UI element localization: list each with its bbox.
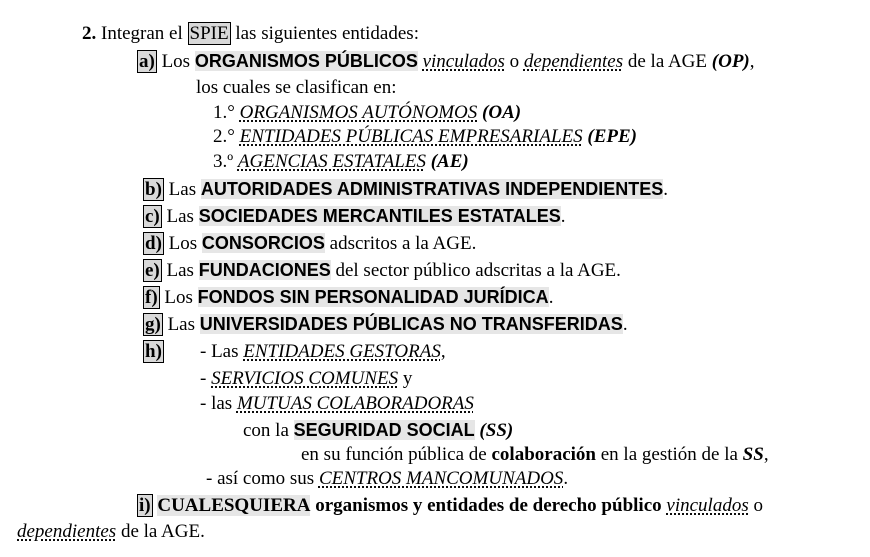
item-b-post: . [663, 179, 668, 200]
item-d-post: adscritos a la AGE. [329, 233, 477, 254]
item-e-post: del sector público adscritas a la AGE. [335, 260, 621, 281]
h-ss-abbr: (SS) [479, 420, 514, 441]
sub-3-abbr: (AE) [430, 151, 469, 172]
item-d-pre: Los [168, 233, 198, 254]
item-a-dependientes: dependientes [523, 51, 624, 72]
item-a-line2: los cuales se clasifican en: [196, 77, 397, 98]
item-h-line3 [200, 392, 474, 416]
item-c-post: . [560, 206, 566, 227]
item-b-name: AUTORIDADES ADMINISTRATIVAS INDEPENDIENTES [200, 179, 664, 199]
sub-1-abbr: (OA) [482, 102, 522, 123]
item-h-line6 [206, 467, 568, 491]
h-l1-post: , [440, 341, 446, 362]
item-a-o: o [509, 51, 520, 72]
item-b-pre: Las [168, 179, 197, 200]
item-f-label: f) [145, 287, 158, 308]
item-f-line [143, 285, 553, 310]
h-l6-post: . [563, 468, 569, 489]
h-mutuas-colaboradoras: MUTUAS COLABORADORAS [236, 393, 474, 414]
heading-pre: Integran el [101, 23, 183, 44]
h-servicios-comunes: SERVICIOS COMUNES [211, 368, 399, 389]
h-seguridad-social: SEGURIDAD SOCIAL [293, 420, 475, 440]
item-h-line2 [200, 367, 412, 391]
h-l1-pre: - Las [200, 341, 239, 362]
sub-1-name: ORGANISMOS AUTÓNOMOS [239, 102, 478, 123]
sub-2-number: 2.° [213, 126, 235, 147]
item-i-name: CUALESQUIERA [157, 495, 311, 516]
heading-line [82, 22, 419, 46]
h-l3-pre: - las [200, 393, 233, 414]
item-b-label: b) [145, 179, 162, 200]
h-l5-ss: SS [742, 444, 764, 465]
h-l2-post: y [402, 368, 413, 389]
sub-1-number: 1.° [213, 102, 235, 123]
item-a-label: a) [139, 51, 155, 72]
item-i-line1 [137, 494, 763, 518]
h-l5-pre: en su función pública de [301, 444, 487, 465]
heading-number: 2. [82, 23, 97, 44]
item-c-name: SOCIEDADES MERCANTILES ESTATALES [198, 206, 561, 226]
item-d-label: d) [145, 233, 162, 254]
item-h-line4 [243, 418, 513, 443]
item-a-comma: , [749, 51, 755, 72]
item-g-pre: Las [167, 314, 196, 335]
item-d-name: CONSORCIOS [201, 233, 325, 253]
item-d-line [143, 231, 476, 256]
h-entidades-gestoras: ENTIDADES GESTORAS [243, 341, 441, 362]
item-g-label: g) [145, 314, 161, 335]
item-a-sub-1 [213, 101, 521, 125]
spie-acronym: SPIE [189, 23, 229, 44]
item-i-mid: organismos y entidades de derecho público [315, 495, 662, 516]
item-c-line [143, 204, 565, 229]
item-a-mid: de la AGE [627, 51, 708, 72]
sub-2-name: ENTIDADES PÚBLICAS EMPRESARIALES [239, 126, 583, 147]
item-e-pre: Las [166, 260, 194, 281]
item-i-end: de la AGE. [120, 521, 205, 542]
item-i-label: i) [139, 495, 151, 516]
item-h-label: h) [145, 341, 162, 362]
heading-post: las siguientes entidades: [235, 23, 419, 44]
item-g-name: UNIVERSIDADES PÚBLICAS NO TRANSFERIDAS [199, 314, 623, 334]
item-f-post: . [548, 287, 554, 308]
item-a-vinculados: vinculados [422, 51, 505, 72]
h-l5-post: , [763, 444, 769, 465]
item-a-line1 [137, 49, 755, 74]
sub-3-name: AGENCIAS ESTATALES [237, 151, 426, 172]
item-c-pre: Las [166, 206, 194, 227]
h-centros-mancomunados: CENTROS MANCOMUNADOS [318, 468, 564, 489]
item-c-label: c) [145, 206, 160, 227]
item-h-line1 [200, 340, 446, 364]
item-f-pre: Los [164, 287, 193, 308]
item-i-vinculados: vinculados [666, 495, 749, 516]
item-g-post: . [622, 314, 628, 335]
item-g-line [143, 312, 628, 337]
sub-2-abbr: (EPE) [587, 126, 637, 147]
sub-3-number: 3.º [213, 151, 234, 172]
item-a-sub-3 [213, 150, 469, 174]
item-e-line [143, 258, 621, 283]
item-h-line5 [301, 443, 769, 467]
h-l6-pre: - así como sus [206, 468, 315, 489]
item-a-pre: Los [161, 51, 191, 72]
h-l4-pre: con la [243, 420, 289, 441]
item-f-name: FONDOS SIN PERSONALIDAD JURÍDICA [197, 287, 549, 307]
item-e-name: FUNDACIONES [198, 260, 331, 280]
item-e-label: e) [145, 260, 160, 281]
item-a-name: ORGANISMOS PÚBLICOS [194, 51, 418, 71]
item-i-o: o [753, 495, 763, 516]
item-a-sub-2 [213, 125, 637, 149]
item-i-line2 [17, 520, 205, 544]
item-i-dependientes: dependientes [17, 521, 117, 542]
item-h-label-line [143, 340, 164, 364]
h-colaboracion: colaboración [491, 444, 596, 465]
item-b-line [143, 177, 668, 202]
item-a-abbr: (OP) [711, 51, 750, 72]
h-l5-mid: en la gestión de la [600, 444, 738, 465]
h-l2-pre: - [200, 368, 207, 389]
